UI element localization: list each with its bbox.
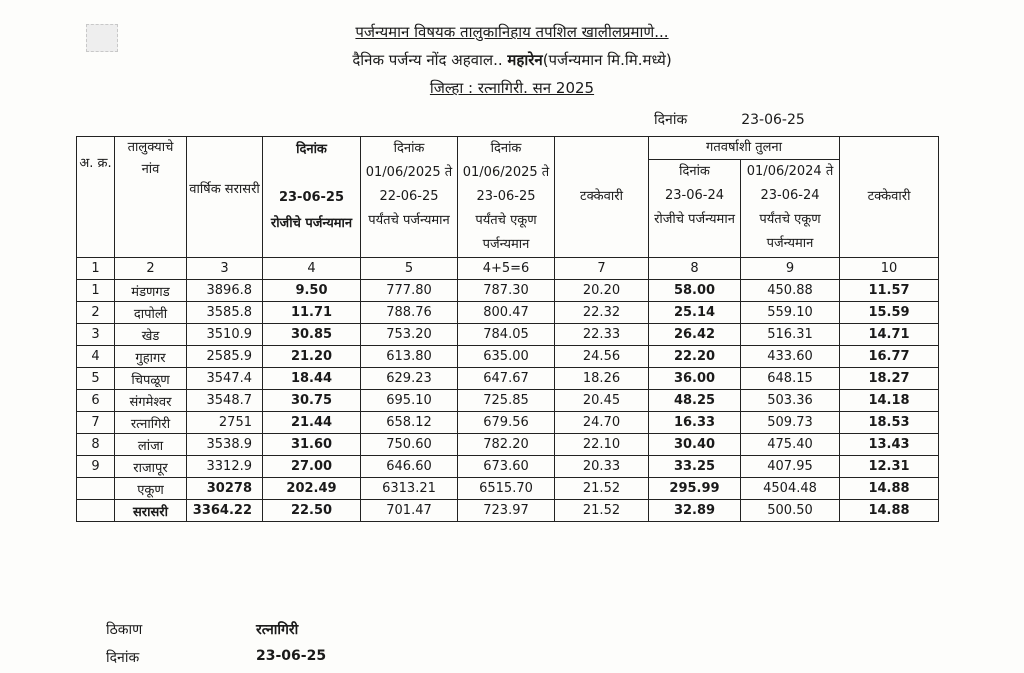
cell-col-5: 750.60 bbox=[361, 434, 458, 456]
cell-col-6: 4+5=6 bbox=[458, 258, 555, 280]
cell-col-2: दापोली bbox=[115, 302, 187, 324]
cell-col-4: 11.71 bbox=[263, 302, 361, 324]
table-row bbox=[77, 412, 939, 434]
cell-col-4: 9.50 bbox=[263, 280, 361, 302]
cell-col-3: 3547.4 bbox=[187, 368, 263, 390]
cell-col-7: 24.56 bbox=[555, 346, 649, 368]
cell-col-1: 3 bbox=[77, 324, 115, 346]
cell-col-7: 20.20 bbox=[555, 280, 649, 302]
cell-col-2: रत्नागिरी bbox=[115, 412, 187, 434]
cell-col-10: 18.27 bbox=[840, 368, 939, 390]
header-row bbox=[77, 137, 939, 160]
table-row bbox=[77, 456, 939, 478]
cell-col-8: 8 bbox=[649, 258, 741, 280]
table-row bbox=[77, 434, 939, 456]
cell-col-7: 20.33 bbox=[555, 456, 649, 478]
cell-col-10: 12.31 bbox=[840, 456, 939, 478]
cell-col-9: 433.60 bbox=[741, 346, 840, 368]
cell-col-1: 1 bbox=[77, 258, 115, 280]
cell-col-1: 1 bbox=[77, 280, 115, 302]
cell-col-1: 8 bbox=[77, 434, 115, 456]
cell-col-9: 503.36 bbox=[741, 390, 840, 412]
col-sr-no: अ. क्र. bbox=[77, 137, 115, 258]
cell-col-4: 30.85 bbox=[263, 324, 361, 346]
col-taluka: तालुक्याचे नांव bbox=[115, 137, 187, 258]
cell-col-6: 647.67 bbox=[458, 368, 555, 390]
cell-col-9: 475.40 bbox=[741, 434, 840, 456]
cell-col-9: 559.10 bbox=[741, 302, 840, 324]
report-subtitle: दैनिक पर्जन्य नोंद अहवाल.. महारेन(पर्जन्यमान मि.मि.मध्ये) bbox=[352, 51, 672, 69]
cell-col-1: 7 bbox=[77, 412, 115, 434]
cell-col-8: 33.25 bbox=[649, 456, 741, 478]
cell-col-8: 295.99 bbox=[649, 478, 741, 500]
cell-col-2: मंडणगड bbox=[115, 280, 187, 302]
report-date: दिनांक 23-06-25 bbox=[654, 112, 805, 128]
cell-col-9: 450.88 bbox=[741, 280, 840, 302]
cell-col-3: 3 bbox=[187, 258, 263, 280]
cell-col-10: 13.43 bbox=[840, 434, 939, 456]
cell-col-7: 7 bbox=[555, 258, 649, 280]
cell-col-6: 6515.70 bbox=[458, 478, 555, 500]
cell-col-9: 4504.48 bbox=[741, 478, 840, 500]
cell-col-7: 18.26 bbox=[555, 368, 649, 390]
cell-col-4: 18.44 bbox=[263, 368, 361, 390]
cell-col-5: 6313.21 bbox=[361, 478, 458, 500]
col-percent: टक्केवारी bbox=[555, 137, 649, 258]
cell-col-9: 500.50 bbox=[741, 500, 840, 522]
cell-col-6: 800.47 bbox=[458, 302, 555, 324]
col-annual-avg: वार्षिक सरासरी bbox=[187, 137, 263, 258]
cell-col-4: 202.49 bbox=[263, 478, 361, 500]
cell-col-4: 31.60 bbox=[263, 434, 361, 456]
cell-col-3: 3312.9 bbox=[187, 456, 263, 478]
cell-col-3: 3896.8 bbox=[187, 280, 263, 302]
cell-col-3: 3510.9 bbox=[187, 324, 263, 346]
cell-col-9: 9 bbox=[741, 258, 840, 280]
rainfall-table bbox=[76, 136, 939, 522]
cell-col-9: 407.95 bbox=[741, 456, 840, 478]
cell-col-2: चिपळूण bbox=[115, 368, 187, 390]
cell-col-5: 613.80 bbox=[361, 346, 458, 368]
cell-col-4: 21.44 bbox=[263, 412, 361, 434]
table-row bbox=[77, 368, 939, 390]
cell-col-4: 30.75 bbox=[263, 390, 361, 412]
cell-col-9: 509.73 bbox=[741, 412, 840, 434]
cell-col-10: 14.71 bbox=[840, 324, 939, 346]
cell-col-10: 16.77 bbox=[840, 346, 939, 368]
cell-col-3: 3538.9 bbox=[187, 434, 263, 456]
cell-col-2: 2 bbox=[115, 258, 187, 280]
col-today-rain: दिनांक 23-06-25 रोजीचे पर्जन्यमान bbox=[263, 137, 361, 258]
cell-col-3: 3364.22 bbox=[187, 500, 263, 522]
col-percent-last-year: टक्केवारी bbox=[840, 137, 939, 258]
cell-col-9: 648.15 bbox=[741, 368, 840, 390]
cell-col-8: 25.14 bbox=[649, 302, 741, 324]
cell-col-8: 26.42 bbox=[649, 324, 741, 346]
cell-col-6: 787.30 bbox=[458, 280, 555, 302]
cell-col-4: 21.20 bbox=[263, 346, 361, 368]
cell-col-10: 10 bbox=[840, 258, 939, 280]
cell-col-2: सरासरी bbox=[115, 500, 187, 522]
cell-col-1: 2 bbox=[77, 302, 115, 324]
table-row bbox=[77, 280, 939, 302]
col-last-year-total: 01/06/2024 ते 23-06-24 पर्यंतचे एकूण पर्जन्यमान bbox=[741, 160, 840, 258]
cell-col-7: 21.52 bbox=[555, 500, 649, 522]
report-title: पर्जन्यमान विषयक तालुकानिहाय तपशिल खालीलप्रमाणे... bbox=[355, 23, 669, 41]
table-row bbox=[77, 302, 939, 324]
cell-col-2: खेड bbox=[115, 324, 187, 346]
table-row bbox=[77, 324, 939, 346]
cell-col-5: 658.12 bbox=[361, 412, 458, 434]
cell-col-8: 36.00 bbox=[649, 368, 741, 390]
cell-col-5: 629.23 bbox=[361, 368, 458, 390]
cell-col-10: 14.88 bbox=[840, 478, 939, 500]
col-last-year-day: दिनांक 23-06-24 रोजीचे पर्जन्यमान bbox=[649, 160, 741, 258]
cell-col-6: 723.97 bbox=[458, 500, 555, 522]
cell-col-1: 4 bbox=[77, 346, 115, 368]
cell-col-4: 4 bbox=[263, 258, 361, 280]
cell-col-2: राजापूर bbox=[115, 456, 187, 478]
cell-col-6: 784.05 bbox=[458, 324, 555, 346]
cell-col-3: 30278 bbox=[187, 478, 263, 500]
table-row bbox=[77, 390, 939, 412]
column-number-row bbox=[77, 258, 939, 280]
cell-col-6: 782.20 bbox=[458, 434, 555, 456]
cell-col-10: 14.18 bbox=[840, 390, 939, 412]
cell-col-8: 22.20 bbox=[649, 346, 741, 368]
cell-col-7: 22.10 bbox=[555, 434, 649, 456]
cell-col-7: 21.52 bbox=[555, 478, 649, 500]
cell-col-1: 5 bbox=[77, 368, 115, 390]
cell-col-10: 18.53 bbox=[840, 412, 939, 434]
cell-col-7: 22.33 bbox=[555, 324, 649, 346]
cell-col-1: 6 bbox=[77, 390, 115, 412]
cell-col-2: गुहागर bbox=[115, 346, 187, 368]
cell-col-5: 695.10 bbox=[361, 390, 458, 412]
cell-col-4: 27.00 bbox=[263, 456, 361, 478]
cell-col-9: 516.31 bbox=[741, 324, 840, 346]
col-group-last-year: गतवर्षाशी तुलना bbox=[649, 137, 840, 160]
cell-col-2: संगमेश्वर bbox=[115, 390, 187, 412]
cell-col-5: 753.20 bbox=[361, 324, 458, 346]
col-prev-rain: दिनांक 01/06/2025 ते 22-06-25 पर्यंतचे पर्जन्यमान bbox=[361, 137, 458, 258]
cell-col-8: 32.89 bbox=[649, 500, 741, 522]
cell-col-1 bbox=[77, 500, 115, 522]
cell-col-10: 11.57 bbox=[840, 280, 939, 302]
col-total-rain: दिनांक 01/06/2025 ते 23-06-25 पर्यंतचे एकूण पर्जन्यमान bbox=[458, 137, 555, 258]
district-year: जिल्हा : रत्नागिरी. सन 2025 bbox=[429, 79, 595, 97]
cell-col-5: 788.76 bbox=[361, 302, 458, 324]
cell-col-3: 3585.8 bbox=[187, 302, 263, 324]
cell-col-6: 679.56 bbox=[458, 412, 555, 434]
cell-col-5: 5 bbox=[361, 258, 458, 280]
cell-col-6: 725.85 bbox=[458, 390, 555, 412]
cell-col-1: 9 bbox=[77, 456, 115, 478]
cell-col-10: 15.59 bbox=[840, 302, 939, 324]
cell-col-8: 16.33 bbox=[649, 412, 741, 434]
cell-col-6: 673.60 bbox=[458, 456, 555, 478]
table-row bbox=[77, 346, 939, 368]
cell-col-2: लांजा bbox=[115, 434, 187, 456]
cell-col-5: 777.80 bbox=[361, 280, 458, 302]
cell-col-7: 20.45 bbox=[555, 390, 649, 412]
cell-col-8: 30.40 bbox=[649, 434, 741, 456]
cell-col-7: 22.32 bbox=[555, 302, 649, 324]
cell-col-3: 2751 bbox=[187, 412, 263, 434]
average-row bbox=[77, 500, 939, 522]
cell-col-3: 3548.7 bbox=[187, 390, 263, 412]
cell-col-6: 635.00 bbox=[458, 346, 555, 368]
footer-place: ठिकाण रत्नागिरी bbox=[106, 622, 299, 638]
footer-date: दिनांक 23-06-25 bbox=[106, 648, 327, 666]
cell-col-5: 701.47 bbox=[361, 500, 458, 522]
cell-col-2: एकूण bbox=[115, 478, 187, 500]
cell-col-1 bbox=[77, 478, 115, 500]
cell-col-5: 646.60 bbox=[361, 456, 458, 478]
cell-col-7: 24.70 bbox=[555, 412, 649, 434]
cell-col-10: 14.88 bbox=[840, 500, 939, 522]
total-row bbox=[77, 478, 939, 500]
cell-col-8: 48.25 bbox=[649, 390, 741, 412]
cell-col-3: 2585.9 bbox=[187, 346, 263, 368]
cell-col-4: 22.50 bbox=[263, 500, 361, 522]
cell-col-8: 58.00 bbox=[649, 280, 741, 302]
